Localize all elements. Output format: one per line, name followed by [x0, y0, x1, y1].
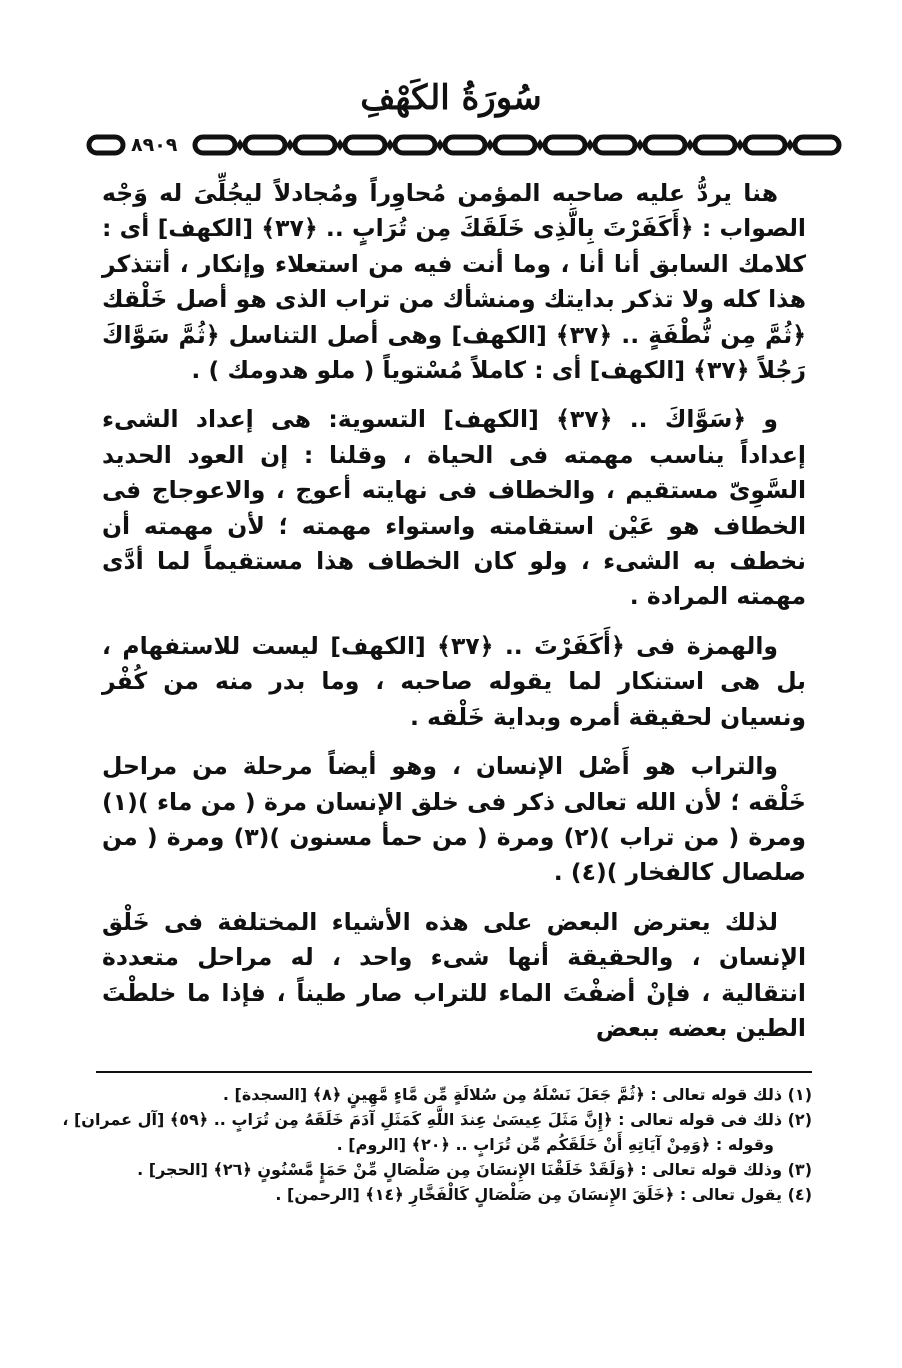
paragraph: والتراب هو أَصْل الإنسان ، وهو أيضاً مرحلة من مراحل خَلْقه ؛ لأن الله تعالى ذكر فى خلق الإنسان مرة ( من ماء )(١) ومرة ( من تراب )(٢) ومرة ( من حمأ مسنون )(٣) ومرة ( من صلصال كالفخار )(٤) . — [102, 752, 807, 887]
paragraph: لذلك يعترض البعض على هذه الأشياء المختلفة فى خَلْق الإنسان ، والحقيقة أنها شىء واحد ، له مراحل متعددة انتقالية ، فإنْ أضفْتَ الماء للتراب صار طيناً ، فإذا ما خلطْتَ الطين بعضه ببعض — [102, 907, 806, 1042]
page-number: ٨٩٠٩ — [126, 133, 182, 157]
footnote: (١) ذلك قوله تعالى : ﴿ثُمَّ جَعَلَ نَسْلَهُ مِن سُلالَةٍ مِّن مَّاءٍ مَّهِينٍ ﴿٨﴾ [السجدة] . — [222, 1085, 812, 1104]
surah-title: سُورَةُ الكَهْفِ — [360, 78, 542, 118]
main-text — [102, 176, 806, 1060]
footnote-continuation: وقوله : ﴿وَمِنْ آيَاتِهِ أَنْ خَلَقَكُم مِّن تُرَابٍ .. ﴿٢٠﴾ [الروم] . — [336, 1135, 774, 1154]
footnote: (٣) وذلك قوله تعالى : ﴿وَلَقَدْ خَلَقْنَا الإِنسَانَ مِن صَلْصَالٍ مِّنْ حَمَإٍ مَّسْنُونٍ ﴿٢٦﴾ [الحجر] . — [137, 1160, 812, 1179]
footnote: (٢) ذلك فى قوله تعالى : ﴿إِنَّ مَثَلَ عِيسَىٰ عِندَ اللَّهِ كَمَثَلِ آدَمَ خَلَقَهُ مِن تُرَابٍ .. ﴿٥٩﴾ [آل عمران] ، — [62, 1110, 812, 1129]
footnotes — [62, 1082, 812, 1207]
paragraph: هنا يردُّ عليه صاحبه المؤمن مُحاوِراً ومُجادلاً ليجُلِّىَ له وَجْه الصواب : ﴿أَكَفَرْتَ بِالَّذِى خَلَقَكَ مِن تُرَابٍ .. ﴿٣٧﴾ [الكهف] أى : كلامك السابق أنا أنا ، وما أنت فيه من استعلاء وإنكار ، أتتذكر هذا كله ولا تذكر بدايتك ومنشأك من تراب الذى هو أصل خَلْقك ﴿ثُمَّ مِن نُّطْفَةٍ .. ﴿٣٧﴾ [الكهف] وهى أصل التناسل ﴿ثُمَّ سَوَّاكَ رَجُلاً ﴿٣٧﴾ [الكهف] أى : كاملاً مُسْتوياً ( ملو هدومك ) . — [102, 179, 807, 385]
header-ornament-band — [85, 128, 845, 162]
paragraph: و ﴿سَوَّاكَ .. ﴿٣٧﴾ [الكهف] التسوية: هى إعداد الشىء إعداداً يناسب مهمته فى الحياة ، وقلنا : إن العود الحديد السَّوِىّ مستقيم ، والخطاف فى نهايته أعوج ، والاعوجاج فى الخطاف هو عَيْن استقامته واستواء مهمته ؛ لأن مهمته أن نخطف به الشىء ، ولو كان الخطاف هذا مستقيماً لما أدَّى مهمته المرادة . — [102, 405, 806, 611]
paragraph: والهمزة فى ﴿أَكَفَرْتَ .. ﴿٣٧﴾ [الكهف] ليست للاستفهام ، بل هى استنكار لما يقوله صاحبه ، وما بدر منه من كُفْر ونسيان لحقيقة أمره وبداية خَلْقه . — [102, 631, 806, 731]
footnote: (٤) يقول تعالى : ﴿خَلَقَ الإِنسَانَ مِن صَلْصَالٍ كَالْفَخَّارِ ﴿١٤﴾ [الرحمن] . — [275, 1185, 812, 1204]
footnote-divider — [96, 1071, 812, 1073]
